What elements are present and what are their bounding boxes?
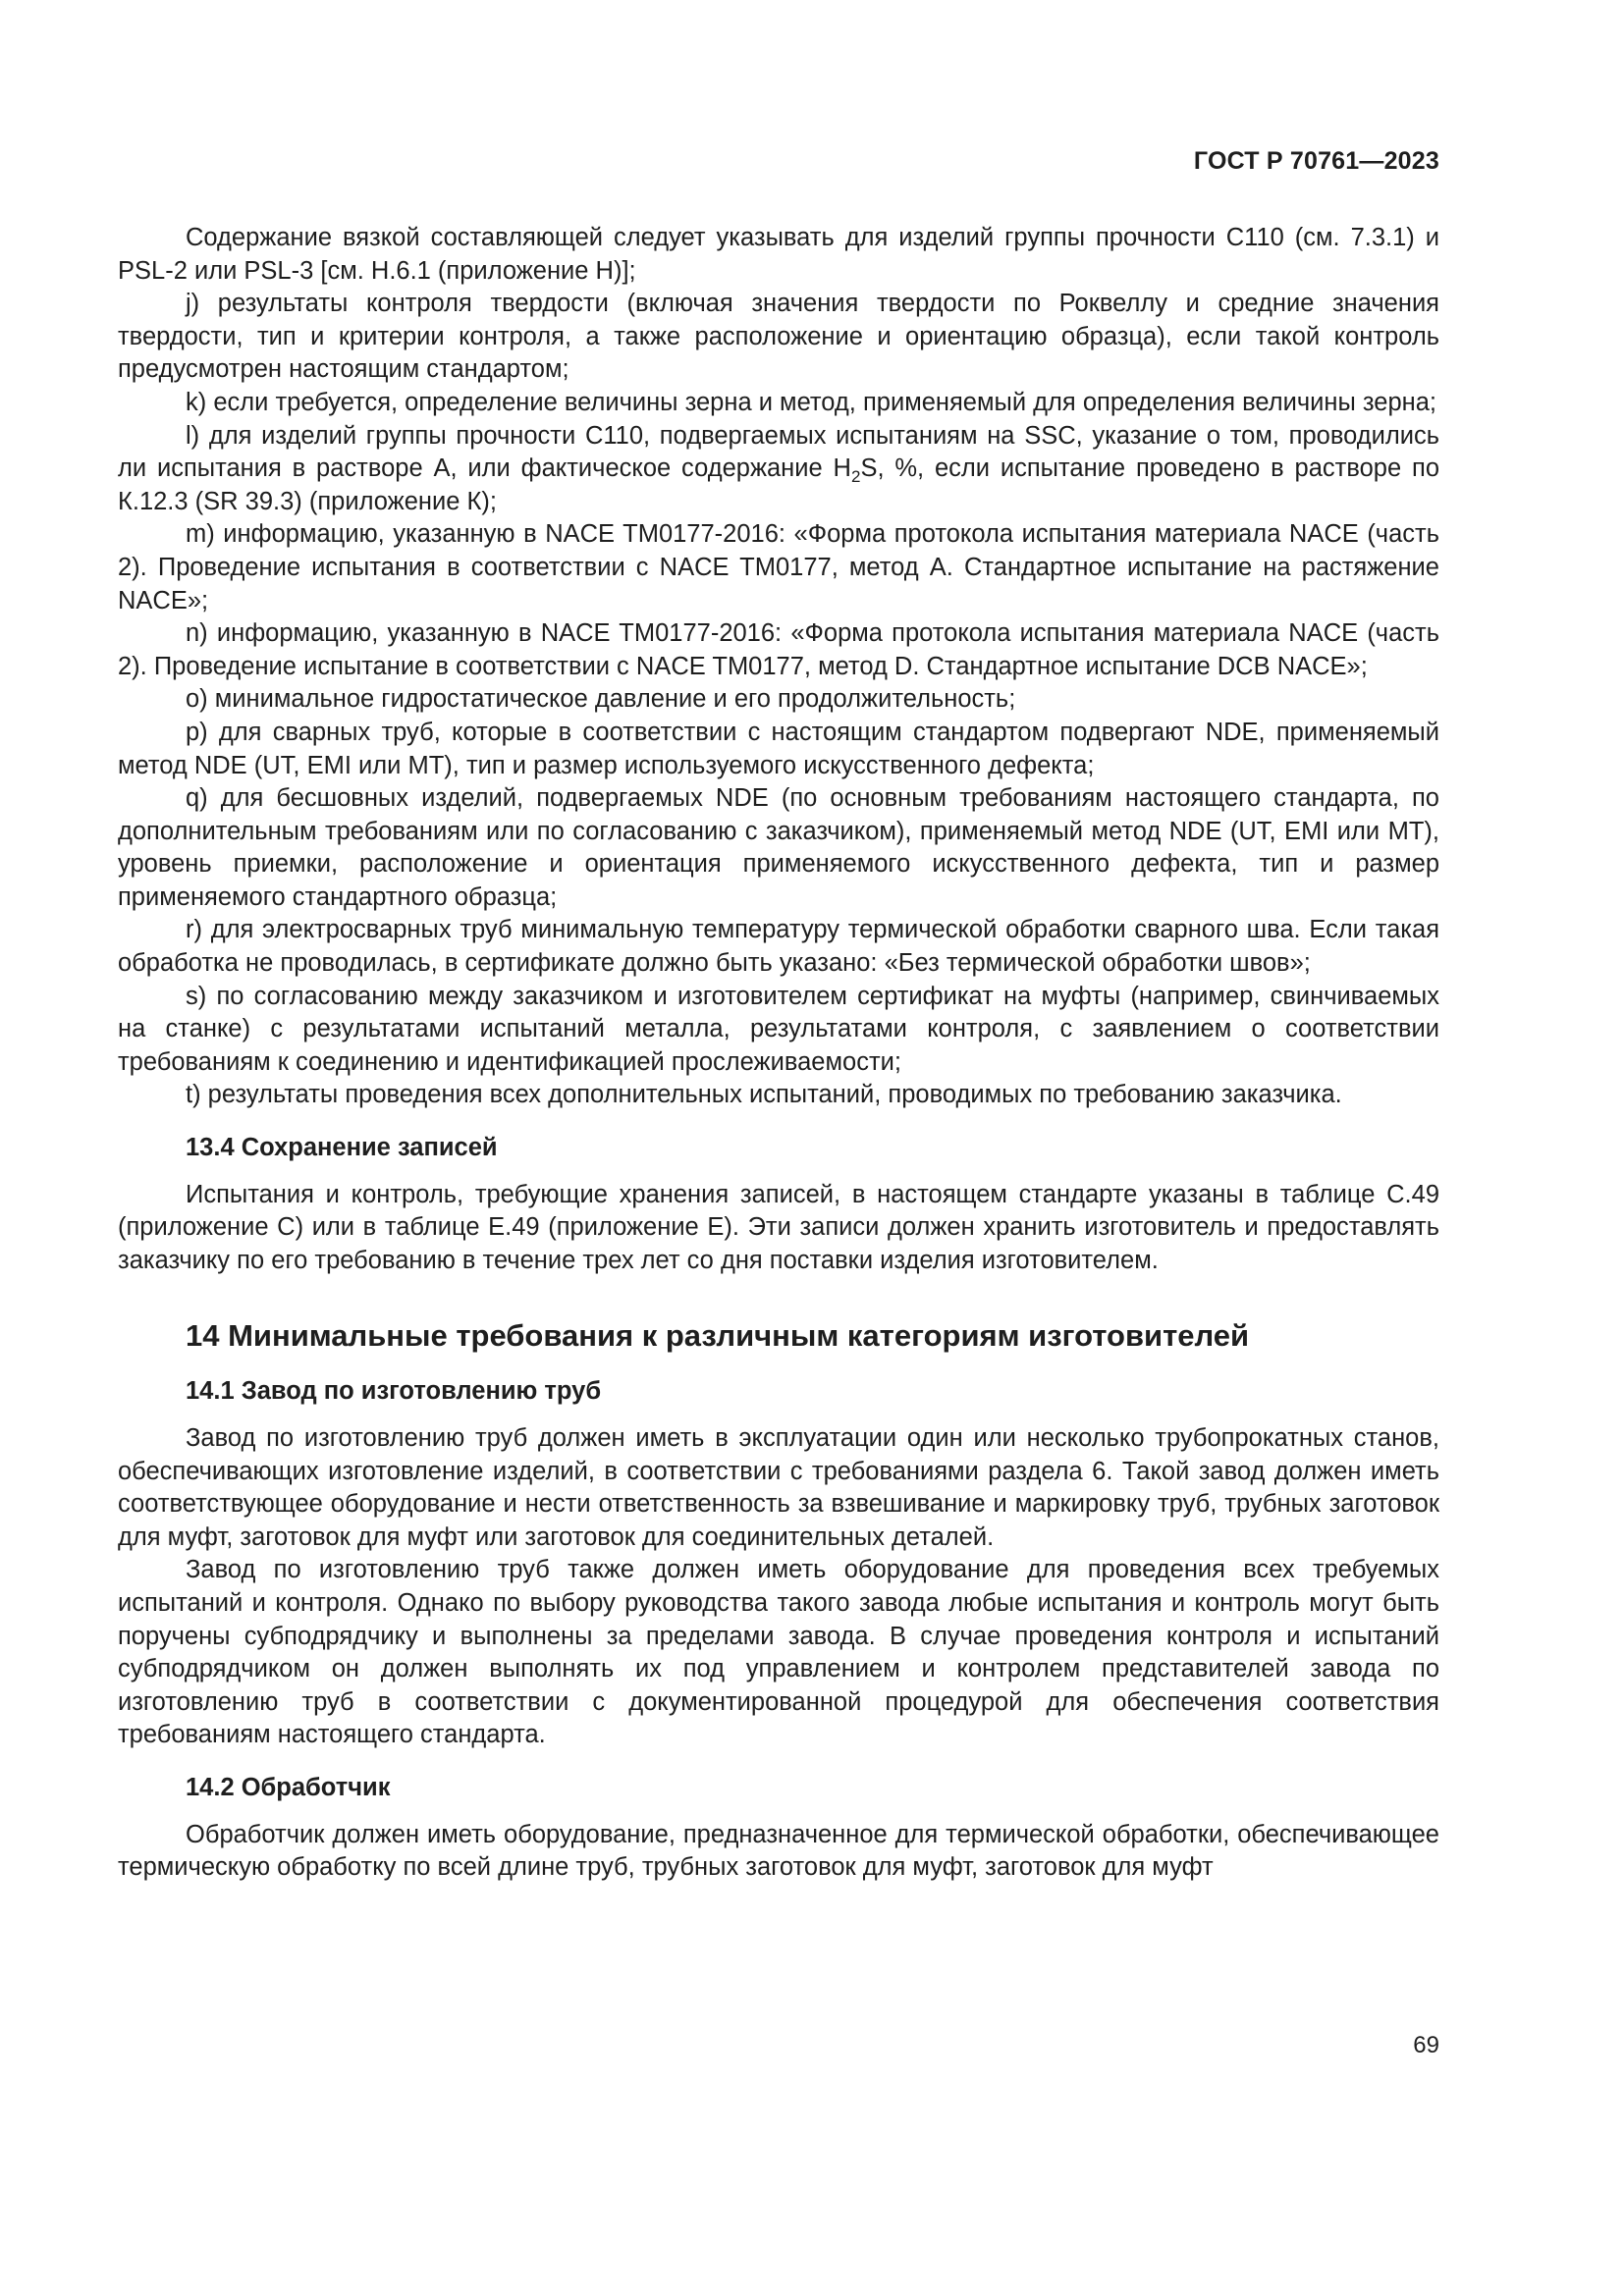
list-item-r: r) для электросварных труб минимальную температуру термической обработки сварного шва. Если такая обработка не проводилась, в сертификате должно быть указано: «Без термической обработки швов»; xyxy=(118,916,1439,978)
list-item-t: t) результаты проведения всех дополнительных испытаний, проводимых по требованию заказчика. xyxy=(186,1081,1342,1109)
section-13-4-text: Испытания и контроль, требующие хранения записей, в настоящем стандарте указаны в таблице С.49 (приложение С) или в таблице Е.49 (приложение Е). Эти записи должен хранить изготовитель и предоставлять заказчику по его требованию в течение трех лет со дня поставки изделия изготовителем. xyxy=(118,1180,1439,1274)
list-item-o: o) минимальное гидростатическое давление и его продолжительность; xyxy=(186,685,1016,714)
list-item-k: k) если требуется, определение величины зерна и метод, применяемый для определения величины зерна; xyxy=(186,388,1436,416)
document-header: ГОСТ Р 70761—2023 xyxy=(1193,147,1439,175)
paragraph-toughness: Содержание вязкой составляющей следует указывать для изделий группы прочности С110 (см. 7.3.1) и PSL-2 или PSL-3 [см. Н.6.1 (приложение Н)]; xyxy=(118,224,1439,285)
list-item-j: j) результаты контроля твердости (включая значения твердости по Роквеллу и средние значения твердости, тип и критерии контроля, а также расположение и ориентацию образца), если такой контроль предусмотрен настоящим стандартом; xyxy=(118,290,1439,384)
list-item-l xyxy=(118,420,1439,519)
list-item-n: n) информацию, указанную в NACE TM0177-2016: «Форма протокола испытания материала NACE (часть 2). Проведение испытание в соответствии с NACE TM0177, метод D. Стандартное испытание DCB NACE»; xyxy=(118,619,1439,680)
section-14-2-heading: 14.2 Обработчик xyxy=(186,1773,391,1801)
list-item-m: m) информацию, указанную в NACE TM0177-2016: «Форма протокола испытания материала NACE (часть 2). Проведение испытания в соответствии с NACE TM0177, метод А. Стандартное испытание на растяжение NACE»; xyxy=(118,520,1439,614)
section-14-1-paragraph-1: Завод по изготовлению труб должен иметь в эксплуатации один или несколько трубопрокатных станов, обеспечивающих изготовление изделий, в соответствии с требованиями раздела 6. Такой завод должен иметь соответствующее оборудование и нести ответственность за взвешивание и маркировку труб, трубных заготовок для муфт, заготовок для муфт или заготовок для соединительных деталей. xyxy=(118,1424,1439,1551)
section-14-heading: 14 Минимальные требования к различным категориям изготовителей xyxy=(186,1318,1250,1354)
list-item-l-subscript: 2 xyxy=(850,467,861,487)
section-14-1-paragraph-2: Завод по изготовлению труб также должен иметь оборудование для проведения всех требуемых испытаний и контроля. Однако по выбору руководства такого завода любые испытания и контроль могут быть поручены субподрядчику и выполнены за пределами завода. В случае проведения контроля и испытаний субподрядчиком он должен выполнять их под управлением и контролем представителей завода по изготовлению труб в соответствии с документированной процедурой для обеспечения соответствия требованиям настоящего стандарта. xyxy=(118,1556,1439,1749)
list-item-s: s) по согласованию между заказчиком и изготовителем сертификат на муфты (например, свинчиваемых на станке) с результатами испытаний металла, результатами контроля, с заявлением о соответствии требованиям к соединению и идентификацией прослеживаемости; xyxy=(118,982,1439,1076)
section-14-1-heading: 14.1 Завод по изготовлению труб xyxy=(186,1377,602,1406)
document-body xyxy=(118,222,1439,1885)
section-13-4-heading: 13.4 Сохранение записей xyxy=(186,1134,498,1162)
list-item-p: p) для сварных труб, которые в соответствии с настоящим стандартом подвергают NDE, применяемый метод NDE (UT, EMI или MT), тип и размер используемого искусственного дефекта; xyxy=(118,718,1439,779)
list-item-q: q) для бесшовных изделий, подвергаемых NDE (по основным требованиям настоящего стандарта, по дополнительным требованиям или по согласованию с заказчиком), применяемый метод NDE (UT, EMI или MT), уровень приемки, расположение и ориентация применяемого искусственного дефекта, тип и размер применяемого стандартного образца; xyxy=(118,784,1439,911)
page-number: 69 xyxy=(1413,2032,1439,2058)
list-item-l-text-a: l) для изделий группы прочности С110, подвергаемых испытаниям на SSC, указание о том, проводились ли испытания в растворе А, или фактическое содержание H xyxy=(118,421,1439,483)
list-item-l-text-b: S, %, если испытание проведено в растворе по К.12.3 (SR 39.3) (приложение К); xyxy=(118,454,1439,515)
section-14-2-text: Обработчик должен иметь оборудование, предназначенное для термической обработки, обеспечивающее термическую обработку по всей длине труб, трубных заготовок для муфт, заготовок для муфт xyxy=(118,1820,1439,1882)
